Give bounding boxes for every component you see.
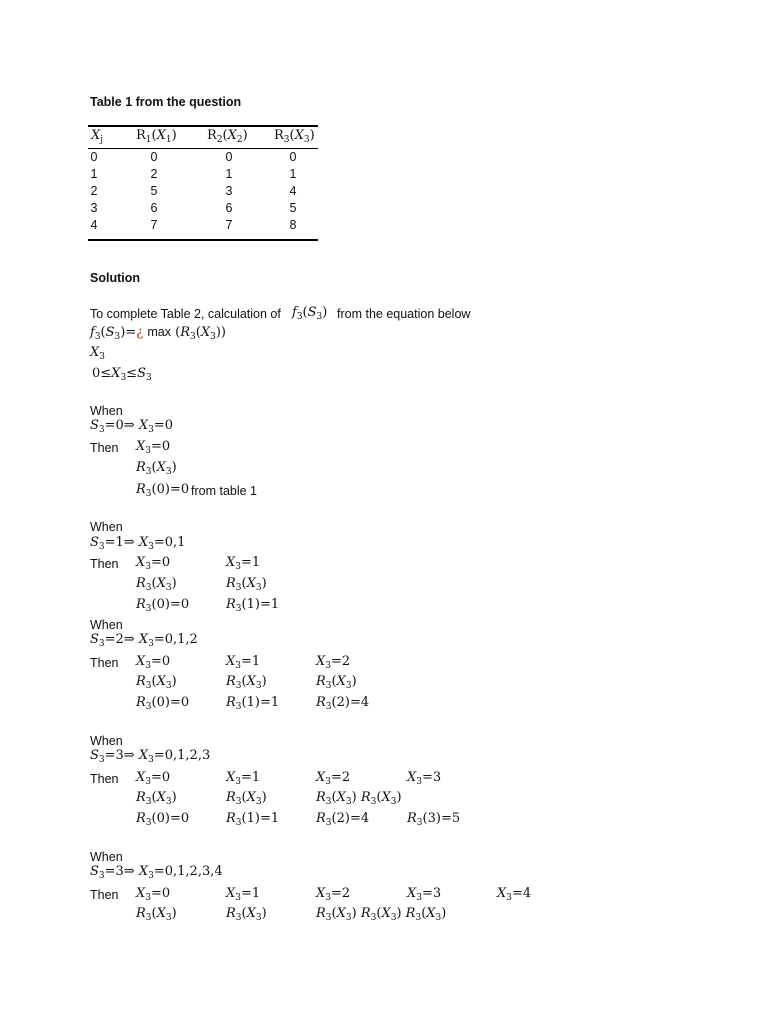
- math: $X_3=0$: [136, 886, 171, 903]
- math: $X_3=2$: [316, 654, 351, 671]
- equation-constraint: $0\le X_3\le S_3$: [92, 366, 152, 383]
- math: $R_3(1)=1$: [226, 695, 280, 712]
- math: $X_3=4$: [497, 886, 532, 903]
- table1-title: Table 1 from the question: [90, 95, 242, 109]
- math: $R_3(X_3)$: [136, 790, 177, 807]
- math: $R_3(X_3)$ $R_3(X_3)$ $R_3(X_3)$: [316, 906, 447, 923]
- table-header-xj: $X_j$: [91, 128, 104, 145]
- math: $R_3(X_3)$: [226, 790, 267, 807]
- table-cell: 5: [289, 201, 297, 215]
- table-cell: 1: [289, 167, 297, 181]
- intro-tail: from the equation below: [337, 307, 471, 321]
- math: $X_3=3$: [407, 770, 442, 787]
- math: $X_3=0$: [136, 439, 171, 456]
- math: $X_3=0$: [136, 770, 171, 787]
- math: $X_3=1$: [226, 654, 261, 671]
- math: $X_3=3$: [407, 886, 442, 903]
- when-label: When: [90, 850, 123, 864]
- math: $R_3(X_3)$: [226, 906, 267, 923]
- table-cell: 7: [150, 218, 158, 232]
- math: $R_3(0)=0$: [136, 811, 190, 828]
- table-cell: 0: [289, 150, 297, 164]
- table-header-r1: $R_1(X_1)$: [136, 128, 177, 145]
- table-header-r3: $R_3(X_3)$: [274, 128, 315, 145]
- table-cell: 3: [90, 201, 98, 215]
- solution-heading: Solution: [90, 271, 140, 285]
- math: $R_3(X_3)$: [136, 460, 177, 477]
- math: $R_3(0)=0$: [136, 482, 190, 499]
- table-cell: 6: [225, 201, 233, 215]
- table-header-rule: [88, 148, 318, 149]
- when-label: When: [90, 404, 123, 418]
- f3-s3-inline: $f_3(S_3)$: [292, 305, 328, 322]
- case-s3-2: $S_3=2\Rightarrow$ $X_3=0,1,2$: [90, 632, 198, 649]
- table-cell: 4: [289, 184, 297, 198]
- equation-line: $f_3(S_3)=¿$ $\max (R_3(X_3))$: [90, 325, 226, 342]
- then-label: Then: [90, 441, 119, 455]
- math: $R_3(X_3)$: [316, 674, 357, 691]
- table-cell: 1: [225, 167, 233, 181]
- table-cell: 0: [225, 150, 233, 164]
- math: $R_3(2)=4$: [316, 811, 370, 828]
- table-cell: 1: [90, 167, 98, 181]
- when-label: When: [90, 734, 123, 748]
- math: $X_3=1$: [226, 770, 261, 787]
- when-label: When: [90, 520, 123, 534]
- math: $R_3(X_3)$: [136, 576, 177, 593]
- case-s3-3: $S_3=3\Rightarrow$ $X_3=0,1,2,3$: [90, 748, 211, 765]
- table-top-rule: [88, 125, 318, 127]
- math: $R_3(1)=1$: [226, 597, 280, 614]
- math: $R_3(1)=1$: [226, 811, 280, 828]
- math: $X_3=0$: [136, 555, 171, 572]
- then-label: Then: [90, 888, 119, 902]
- from-table-1: from table 1: [191, 484, 258, 498]
- math: $R_3(3)=5$: [407, 811, 461, 828]
- table-cell: 0: [150, 150, 158, 164]
- table-header-r2: $R_2(X_2)$: [207, 128, 248, 145]
- case-s3-4: $S_3=3\Rightarrow$ $X_3=0,1,2,3,4$: [90, 864, 223, 881]
- when-label: When: [90, 618, 123, 632]
- then-label: Then: [90, 772, 119, 786]
- math: $X_3=1$: [226, 886, 261, 903]
- math: $R_3(X_3)$ $R_3(X_3)$: [316, 790, 402, 807]
- math: $R_3(X_3)$: [226, 674, 267, 691]
- math: $R_3(X_3)$: [136, 906, 177, 923]
- math: $X_3=2$: [316, 886, 351, 903]
- table-cell: 2: [90, 184, 98, 198]
- math: $R_3(X_3)$: [136, 674, 177, 691]
- table-cell: 0: [90, 150, 98, 164]
- math: $R_3(X_3)$: [226, 576, 267, 593]
- math: $X_3=2$: [316, 770, 351, 787]
- table-cell: 3: [225, 184, 233, 198]
- math: $X_3=1$: [226, 555, 261, 572]
- table-cell: 7: [225, 218, 233, 232]
- table-cell: 8: [289, 218, 297, 232]
- math: $R_3(0)=0$: [136, 597, 190, 614]
- table-bottom-rule: [88, 239, 318, 241]
- table-cell: 5: [150, 184, 158, 198]
- math: $R_3(2)=4$: [316, 695, 370, 712]
- intro-text: To complete Table 2, calculation of: [90, 307, 281, 321]
- table-cell: 6: [150, 201, 158, 215]
- table-cell: 2: [150, 167, 158, 181]
- table-cell: 4: [90, 218, 98, 232]
- math: $R_3(0)=0$: [136, 695, 190, 712]
- equation-x3: $X_3$: [90, 345, 105, 362]
- math: $X_3=0$: [136, 654, 171, 671]
- case-s3-0: $S_3=0\Rightarrow$ $X_3=0$: [90, 418, 174, 435]
- then-label: Then: [90, 656, 119, 670]
- then-label: Then: [90, 557, 119, 571]
- case-s3-1: $S_3=1\Rightarrow$ $X_3=0,1$: [90, 535, 186, 552]
